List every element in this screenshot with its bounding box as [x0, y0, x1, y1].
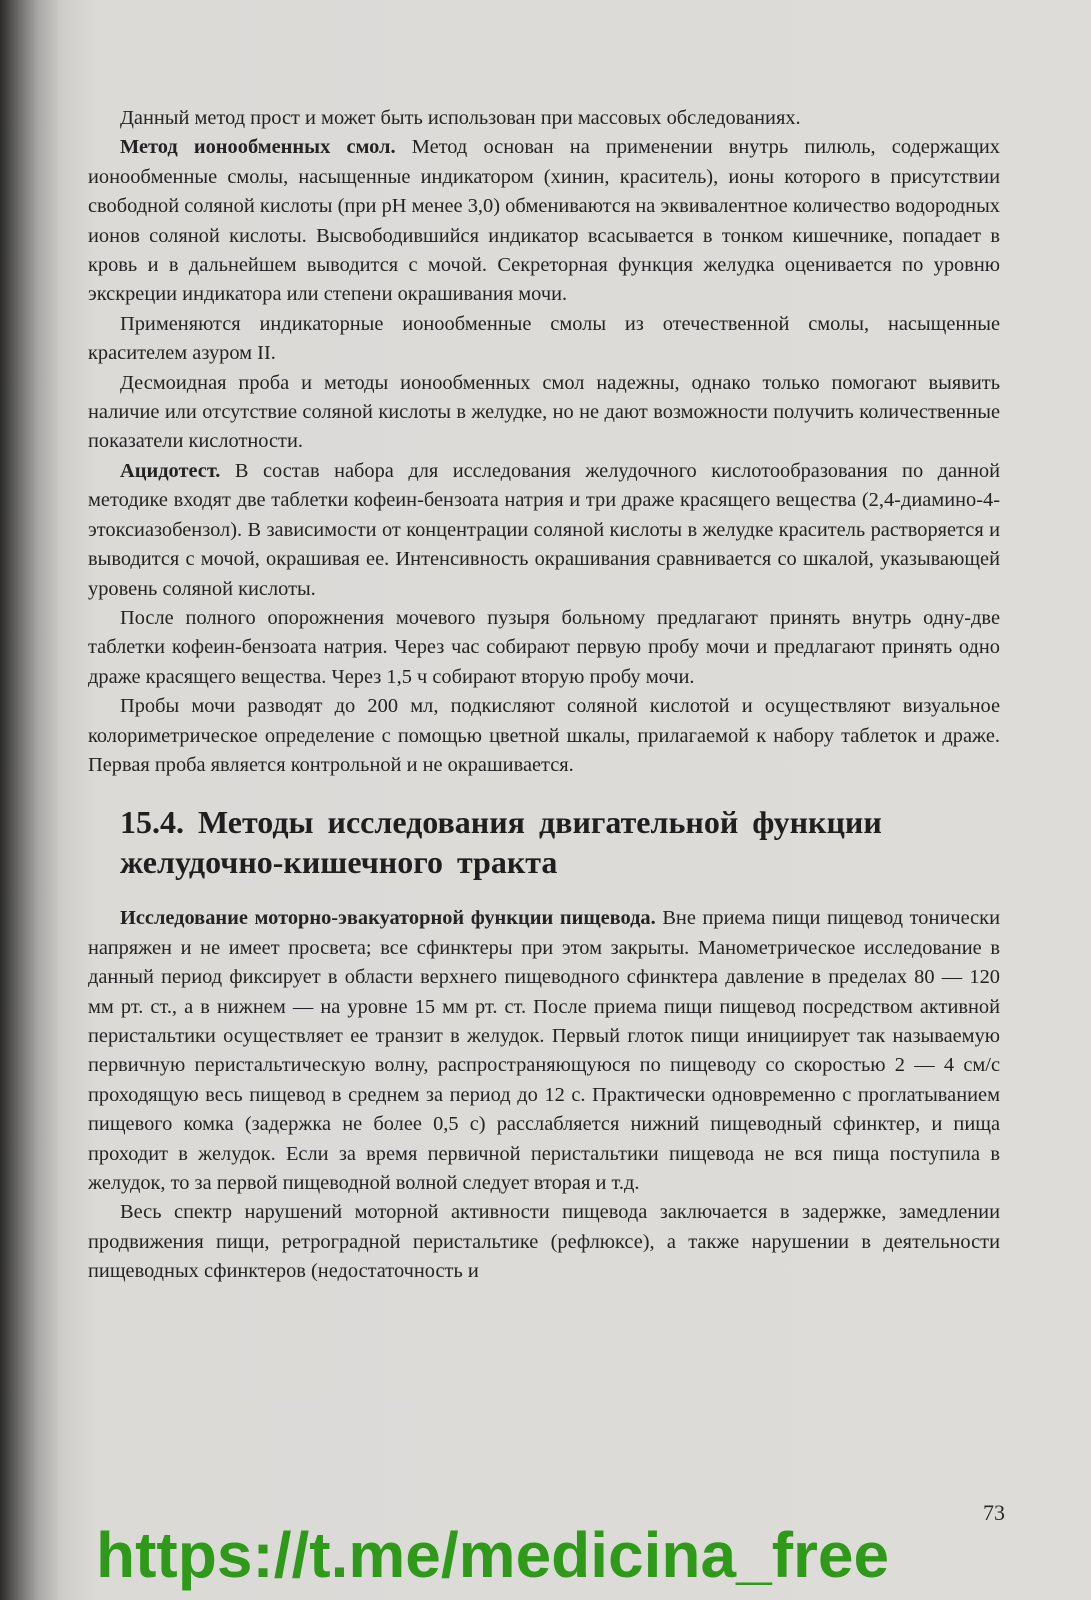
paragraph-ion-exchange-method	[88, 133, 1000, 309]
paragraph-lead: Метод ионообменных смол.	[120, 136, 396, 159]
paragraph-acidotest	[88, 457, 1000, 604]
paragraph-motor-disorders	[88, 1198, 1000, 1286]
paragraph-text: В состав набора для исследования желудочного кислотообразования по данной методике входят две таблетки кофеин-бензоата натрия и три драже красящего вещества (2,4-диамино-4-этоксиазобензол). В зависимости от концентрации соляной кислоты в желудке краситель растворяется и выводится с мочой, окрашивая ее. Интенсивность окрашивания сравнивается со шкалой, указывающей уровень соляной кислоты.	[88, 459, 1000, 600]
paragraph-lead: Исследование моторно-эвакуаторной функции пищевода.	[120, 907, 656, 930]
paragraph-azure-resins	[88, 310, 1000, 369]
paragraph-mass-screening	[88, 104, 1000, 133]
paragraph-acidotest-procedure	[88, 604, 1000, 692]
page-number: 73	[983, 1500, 1005, 1525]
watermark-link: https://t.me/medicina_free	[96, 1519, 890, 1591]
paragraph-text: Десмоидная проба и методы ионообменных смол надежны, однако только помогают выявить наличие или отсутствие соляной кислоты в желудке, но не дают возможности получить количественные показатели кислотности.	[88, 371, 1000, 453]
paragraph-esophagus-motor-function	[88, 904, 1000, 1198]
paragraph-text: Пробы мочи разводят до 200 мл, подкисляют соляной кислотой и осуществляют визуальное колориметрическое определение с помощью цветной шкалы, прилагаемой к набору таблеток и драже. Первая проба является контрольной и не окрашивается.	[88, 695, 1000, 776]
paragraph-text: Данный метод прост и может быть использован при массовых обследованиях.	[120, 107, 801, 129]
paragraph-urine-samples	[88, 692, 1000, 780]
paragraph-text: Применяются индикаторные ионообменные смолы из отечественной смолы, насыщенные красителем азуром II.	[88, 312, 1000, 365]
paragraph-text: Весь спектр нарушений моторной активности пищевода заключается в задержке, замедлении продвижения пищи, ретроградной перистальтике (рефлюксе), а также нарушении в деятельности пищеводных сфинктеров (недостаточность и	[88, 1201, 1000, 1283]
paragraph-text: Метод основан на применении внутрь пилюль, содержащих ионообменные смолы, насыщенные индикатором (хинин, краситель), ионы которого в присутствии свободной соляной кислоты (при рН менее 3,0) обмениваются на эквивалентное количество водородных ионов соляной кислоты. Высвободившийся индикатор всасывается в тонком кишечнике, попадает в кровь и в дальнейшем выводится с мочой. Секреторная функция желудка оценивается по уровню экскреции индикатора или степени окрашивания мочи.	[88, 136, 1001, 306]
paragraph-text: Вне приема пищи пищевод тонически напряжен и не имеет просвета; все сфинктеры при этом закрыты. Манометрическое исследование в данный период фиксирует в области верхнего пищеводного сфинктера давление в пределах 80 — 120 мм рт. ст., а в нижнем — на уровне 15 мм рт. ст. После приема пищи пищевод посредством активной перистальтики осуществляет ее транзит в желудок. Первый глоток пищи инициирует так называемую первичную перистальтическую волну, распространяющуюся по пищеводу со скоростью 2 — 4 см/с проходящую весь пищевод в среднем за период до 12 с. Практически одновременно с проглатыванием пищевого комка (задержка не более 0,5 с) расслабляется нижний пищеводный сфинктер, и пища проходит в желудок. Если за время первичной перистальтики пищевода не вся пища поступила в желудок, то за первой пищеводной волной следует вторая и т.д.	[88, 907, 1000, 1194]
section-heading: 15.4. Методы исследования двигательной функции желудочно-кишечного тракта	[120, 804, 882, 881]
paragraph-text: После полного опорожнения мочевого пузыря больному предлагают принять внутрь одну-две таблетки кофеин-бензоата натрия. Через час собирают первую пробу мочи и предлагают принять одно драже красящего вещества. Через 1,5 ч собирают вторую пробу мочи.	[88, 606, 1000, 688]
paragraph-lead: Ацидотест.	[120, 459, 221, 482]
paragraph-desmoid-test	[88, 369, 1000, 457]
page-body	[88, 104, 1000, 1287]
